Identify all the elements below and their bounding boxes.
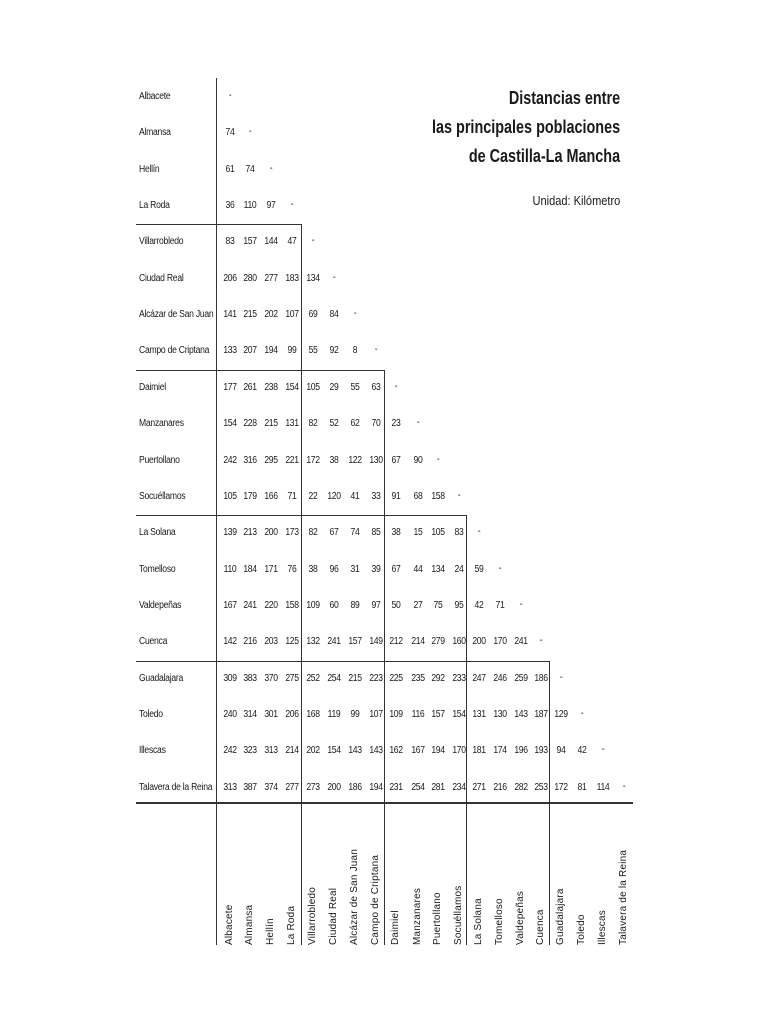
distance-cell: 225 xyxy=(389,672,403,684)
distance-cell: 55 xyxy=(350,381,360,393)
distance-cell: 143 xyxy=(369,745,383,757)
distance-cell: 23 xyxy=(391,418,401,430)
distance-cell: 38 xyxy=(391,527,401,539)
diagonal-dash: - xyxy=(601,744,605,756)
distance-cell: 105 xyxy=(223,490,237,502)
distance-cell: 167 xyxy=(411,745,425,757)
row-label: Villarrobledo xyxy=(139,236,184,248)
distance-cell: 96 xyxy=(329,563,339,575)
diagonal-dash: - xyxy=(457,489,461,501)
distance-cell: 67 xyxy=(329,527,339,539)
distance-cell: 52 xyxy=(329,418,339,430)
distance-cell: 240 xyxy=(223,708,237,720)
diagonal-dash: - xyxy=(248,126,252,138)
distance-cell: 74 xyxy=(225,127,235,139)
page-title xyxy=(432,84,620,171)
group-divider-horizontal xyxy=(136,370,384,371)
distance-cell: 254 xyxy=(411,781,425,793)
column-label: Manzanares xyxy=(412,887,423,945)
distance-cell: 271 xyxy=(472,781,486,793)
column-label: La Roda xyxy=(286,905,297,945)
distance-cell: 215 xyxy=(348,672,362,684)
unit-label: Unidad: Kilómetro xyxy=(532,193,620,208)
distance-cell: 83 xyxy=(225,236,235,248)
distance-cell: 91 xyxy=(391,490,401,502)
distance-cell: 235 xyxy=(411,672,425,684)
distance-cell: 131 xyxy=(472,708,486,720)
diagonal-dash: - xyxy=(394,380,398,392)
distance-cell: 242 xyxy=(223,745,237,757)
distance-cell: 27 xyxy=(413,599,423,611)
distance-cell: 160 xyxy=(452,636,466,648)
distance-cell: 68 xyxy=(413,490,423,502)
distance-cell: 105 xyxy=(431,527,445,539)
distance-cell: 44 xyxy=(413,563,423,575)
distance-cell: 142 xyxy=(223,636,237,648)
row-label: Manzanares xyxy=(139,418,184,430)
diagonal-dash: - xyxy=(269,162,273,174)
distance-cell: 132 xyxy=(306,636,320,648)
column-label: Valdepeñas xyxy=(515,890,526,945)
distance-cell: 94 xyxy=(556,745,566,757)
diagonal-dash: - xyxy=(416,417,420,429)
row-label: Hellín xyxy=(139,163,160,175)
distance-cell: 157 xyxy=(348,636,362,648)
distance-cell: 71 xyxy=(287,490,297,502)
distance-cell: 39 xyxy=(371,563,381,575)
distance-cell: 174 xyxy=(493,745,507,757)
distance-cell: 134 xyxy=(431,563,445,575)
column-label: Alcázar de San Juan xyxy=(349,848,360,945)
distance-cell: 216 xyxy=(243,636,257,648)
diagonal-dash: - xyxy=(332,271,336,283)
title-line-1: Distancias entre xyxy=(508,88,620,108)
distance-cell: 63 xyxy=(371,381,381,393)
row-label: Puertollano xyxy=(139,454,180,466)
distance-cell: 280 xyxy=(243,272,257,284)
distance-cell: 184 xyxy=(243,563,257,575)
diagonal-dash: - xyxy=(477,526,481,538)
distance-cell: 254 xyxy=(327,672,341,684)
distance-cell: 193 xyxy=(534,745,548,757)
row-label: Socuéllamos xyxy=(139,490,186,502)
distance-cell: 196 xyxy=(514,745,528,757)
distance-cell: 60 xyxy=(329,599,339,611)
distance-cell: 202 xyxy=(306,745,320,757)
left-border-line xyxy=(216,78,217,945)
distance-cell: 50 xyxy=(391,599,401,611)
title-line-3: de Castilla-La Mancha xyxy=(468,146,620,166)
distance-cell: 90 xyxy=(413,454,423,466)
row-label: Tomelloso xyxy=(139,563,176,575)
distance-cell: 212 xyxy=(389,636,403,648)
distance-cell: 71 xyxy=(495,599,505,611)
row-label: Daimiel xyxy=(139,381,166,393)
distance-cell: 8 xyxy=(352,345,358,357)
column-label: Hellín xyxy=(265,918,276,945)
column-label: Daimiel xyxy=(390,910,401,945)
distance-cell: 75 xyxy=(433,599,443,611)
distance-cell: 216 xyxy=(493,781,507,793)
row-label: Toledo xyxy=(139,708,163,720)
distance-cell: 177 xyxy=(223,381,237,393)
distance-cell: 295 xyxy=(264,454,278,466)
distance-cell: 36 xyxy=(225,200,235,212)
distance-cell: 200 xyxy=(264,527,278,539)
diagonal-dash: - xyxy=(519,598,523,610)
column-label: Illescas xyxy=(597,910,608,945)
column-label: Almansa xyxy=(244,904,255,945)
distance-cell: 42 xyxy=(474,599,484,611)
distance-cell: 84 xyxy=(329,309,339,321)
distance-cell: 275 xyxy=(285,672,299,684)
distance-cell: 206 xyxy=(223,272,237,284)
group-divider-vertical xyxy=(466,515,467,945)
row-label: Almansa xyxy=(139,127,171,139)
diagonal-dash: - xyxy=(353,308,357,320)
column-label: Campo de Criptana xyxy=(370,854,381,945)
column-label: La Solana xyxy=(473,898,484,945)
distance-cell: 231 xyxy=(389,781,403,793)
distance-cell: 158 xyxy=(431,490,445,502)
distance-cell: 157 xyxy=(431,708,445,720)
distance-cell: 214 xyxy=(285,745,299,757)
row-label: Talavera de la Reina xyxy=(139,781,213,793)
distance-cell: 154 xyxy=(452,708,466,720)
row-label: Valdepeñas xyxy=(139,599,182,611)
distance-cell: 233 xyxy=(452,672,466,684)
distance-cell: 214 xyxy=(411,636,425,648)
distance-cell: 120 xyxy=(327,490,341,502)
column-label: Albacete xyxy=(224,904,235,945)
distance-cell: 162 xyxy=(389,745,403,757)
diagonal-dash: - xyxy=(539,635,543,647)
distance-cell: 186 xyxy=(348,781,362,793)
distance-cell: 183 xyxy=(285,272,299,284)
distance-cell: 309 xyxy=(223,672,237,684)
distance-cell: 99 xyxy=(350,708,360,720)
distance-cell: 69 xyxy=(308,309,318,321)
distance-cell: 273 xyxy=(306,781,320,793)
distance-cell: 158 xyxy=(285,599,299,611)
distance-cell: 116 xyxy=(411,708,425,720)
column-label: Villarrobledo xyxy=(307,886,318,945)
distance-cell: 203 xyxy=(264,636,278,648)
distance-cell: 221 xyxy=(285,454,299,466)
diagonal-dash: - xyxy=(436,453,440,465)
distance-cell: 76 xyxy=(287,563,297,575)
distance-cell: 247 xyxy=(472,672,486,684)
distance-cell: 141 xyxy=(223,309,237,321)
distance-cell: 172 xyxy=(306,454,320,466)
distance-cell: 282 xyxy=(514,781,528,793)
distance-cell: 383 xyxy=(243,672,257,684)
distance-cell: 194 xyxy=(264,345,278,357)
distance-cell: 313 xyxy=(264,745,278,757)
distance-cell: 133 xyxy=(223,345,237,357)
distance-cell: 55 xyxy=(308,345,318,357)
distance-cell: 119 xyxy=(327,708,341,720)
distance-cell: 38 xyxy=(308,563,318,575)
distance-cell: 173 xyxy=(285,527,299,539)
distance-cell: 154 xyxy=(327,745,341,757)
distance-cell: 74 xyxy=(245,163,255,175)
distance-cell: 166 xyxy=(264,490,278,502)
column-label: Talavera de la Reina xyxy=(618,849,629,945)
distance-cell: 374 xyxy=(264,781,278,793)
distance-cell: 38 xyxy=(329,454,339,466)
distance-cell: 15 xyxy=(413,527,423,539)
row-label: La Solana xyxy=(139,527,176,539)
distance-cell: 125 xyxy=(285,636,299,648)
distance-cell: 143 xyxy=(514,708,528,720)
diagonal-dash: - xyxy=(228,90,232,101)
distance-cell: 144 xyxy=(264,236,278,248)
diagonal-dash: - xyxy=(622,780,626,792)
distance-cell: 202 xyxy=(264,309,278,321)
distance-cell: 157 xyxy=(243,236,257,248)
distance-cell: 83 xyxy=(454,527,464,539)
distance-cell: 259 xyxy=(514,672,528,684)
distance-cell: 92 xyxy=(329,345,339,357)
distance-cell: 277 xyxy=(285,781,299,793)
row-label: Guadalajara xyxy=(139,672,184,684)
row-label: La Roda xyxy=(139,200,170,212)
distance-cell: 97 xyxy=(371,599,381,611)
diagonal-dash: - xyxy=(559,671,563,683)
distance-cell: 179 xyxy=(243,490,257,502)
distance-cell: 292 xyxy=(431,672,445,684)
distance-cell: 110 xyxy=(223,563,237,575)
distance-cell: 24 xyxy=(454,563,464,575)
distance-cell: 228 xyxy=(243,418,257,430)
distance-cell: 242 xyxy=(223,454,237,466)
distance-cell: 252 xyxy=(306,672,320,684)
distance-cell: 170 xyxy=(452,745,466,757)
distance-cell: 200 xyxy=(472,636,486,648)
distance-cell: 154 xyxy=(223,418,237,430)
distance-cell: 61 xyxy=(225,163,235,175)
group-divider-horizontal xyxy=(136,515,466,516)
distance-cell: 82 xyxy=(308,527,318,539)
column-label: Toledo xyxy=(576,914,587,945)
distance-cell: 323 xyxy=(243,745,257,757)
distance-cell: 167 xyxy=(223,599,237,611)
distance-cell: 168 xyxy=(306,708,320,720)
distance-cell: 223 xyxy=(369,672,383,684)
distance-cell: 194 xyxy=(369,781,383,793)
distance-cell: 279 xyxy=(431,636,445,648)
distance-cell: 207 xyxy=(243,345,257,357)
distance-cell: 109 xyxy=(389,708,403,720)
distance-cell: 241 xyxy=(514,636,528,648)
distance-cell: 241 xyxy=(243,599,257,611)
distance-cell: 130 xyxy=(493,708,507,720)
row-label: Cuenca xyxy=(139,636,168,648)
diagonal-dash: - xyxy=(311,235,315,247)
distance-cell: 301 xyxy=(264,708,278,720)
distance-cell: 109 xyxy=(306,599,320,611)
column-label: Tomelloso xyxy=(494,898,505,945)
distance-cell: 131 xyxy=(285,418,299,430)
distance-cell: 220 xyxy=(264,599,278,611)
diagonal-dash: - xyxy=(580,707,584,719)
group-divider-horizontal xyxy=(136,661,549,662)
bottom-rule xyxy=(136,802,633,804)
column-label: Guadalajara xyxy=(555,888,566,945)
distance-cell: 215 xyxy=(243,309,257,321)
column-label: Socuéllamos xyxy=(453,885,464,945)
distance-cell: 82 xyxy=(308,418,318,430)
distance-cell: 122 xyxy=(348,454,362,466)
distance-cell: 62 xyxy=(350,418,360,430)
distance-cell: 107 xyxy=(369,708,383,720)
distance-cell: 154 xyxy=(285,381,299,393)
distance-cell: 316 xyxy=(243,454,257,466)
distance-cell: 170 xyxy=(493,636,507,648)
distance-cell: 129 xyxy=(554,708,568,720)
distance-cell: 67 xyxy=(391,454,401,466)
row-label: Campo de Criptana xyxy=(139,345,210,357)
distance-cell: 134 xyxy=(306,272,320,284)
distance-cell: 42 xyxy=(577,745,587,757)
title-line-2: las principales poblaciones xyxy=(431,117,620,137)
distance-cell: 234 xyxy=(452,781,466,793)
row-label: Illescas xyxy=(139,745,166,757)
distance-cell: 97 xyxy=(266,200,276,212)
distance-cell: 59 xyxy=(474,563,484,575)
column-label: Ciudad Real xyxy=(328,887,339,945)
distance-cell: 314 xyxy=(243,708,257,720)
distance-cell: 130 xyxy=(369,454,383,466)
distance-cell: 172 xyxy=(554,781,568,793)
column-label: Puertollano xyxy=(432,892,443,945)
distance-cell: 313 xyxy=(223,781,237,793)
distance-cell: 70 xyxy=(371,418,381,430)
distance-cell: 74 xyxy=(350,527,360,539)
distance-cell: 261 xyxy=(243,381,257,393)
distance-cell: 238 xyxy=(264,381,278,393)
distance-cell: 47 xyxy=(287,236,297,248)
distance-cell: 253 xyxy=(534,781,548,793)
distance-cell: 139 xyxy=(223,527,237,539)
distance-cell: 194 xyxy=(431,745,445,757)
distance-cell: 200 xyxy=(327,781,341,793)
distance-cell: 241 xyxy=(327,636,341,648)
distance-cell: 149 xyxy=(369,636,383,648)
distance-cell: 95 xyxy=(454,599,464,611)
distance-cell: 99 xyxy=(287,345,297,357)
distance-cell: 107 xyxy=(285,309,299,321)
distance-cell: 89 xyxy=(350,599,360,611)
group-divider-vertical xyxy=(384,370,385,945)
distance-cell: 67 xyxy=(391,563,401,575)
distance-cell: 31 xyxy=(350,563,360,575)
distance-cell: 213 xyxy=(243,527,257,539)
distance-cell: 81 xyxy=(577,781,587,793)
group-divider-horizontal xyxy=(136,224,301,225)
row-label: Alcázar de San Juan xyxy=(139,309,214,321)
distance-cell: 215 xyxy=(264,418,278,430)
distance-cell: 29 xyxy=(329,381,339,393)
distance-cell: 281 xyxy=(431,781,445,793)
distance-cell: 33 xyxy=(371,490,381,502)
distance-cell: 186 xyxy=(534,672,548,684)
diagonal-dash: - xyxy=(290,199,294,211)
distance-cell: 171 xyxy=(264,563,278,575)
distance-cell: 206 xyxy=(285,708,299,720)
distance-cell: 246 xyxy=(493,672,507,684)
distance-cell: 277 xyxy=(264,272,278,284)
column-label: Cuenca xyxy=(535,909,546,945)
distance-cell: 41 xyxy=(350,490,360,502)
distance-cell: 181 xyxy=(472,745,486,757)
row-label: Ciudad Real xyxy=(139,272,184,284)
distance-cell: 370 xyxy=(264,672,278,684)
distance-cell: 387 xyxy=(243,781,257,793)
distance-cell: 22 xyxy=(308,490,318,502)
distance-cell: 110 xyxy=(243,200,257,212)
distance-cell: 85 xyxy=(371,527,381,539)
diagonal-dash: - xyxy=(498,562,502,574)
diagonal-dash: - xyxy=(374,344,378,356)
distance-cell: 143 xyxy=(348,745,362,757)
distance-cell: 105 xyxy=(306,381,320,393)
row-label: Albacete xyxy=(139,91,171,102)
group-divider-vertical xyxy=(301,224,302,945)
distance-cell: 114 xyxy=(596,781,610,793)
distance-cell: 187 xyxy=(534,708,548,720)
